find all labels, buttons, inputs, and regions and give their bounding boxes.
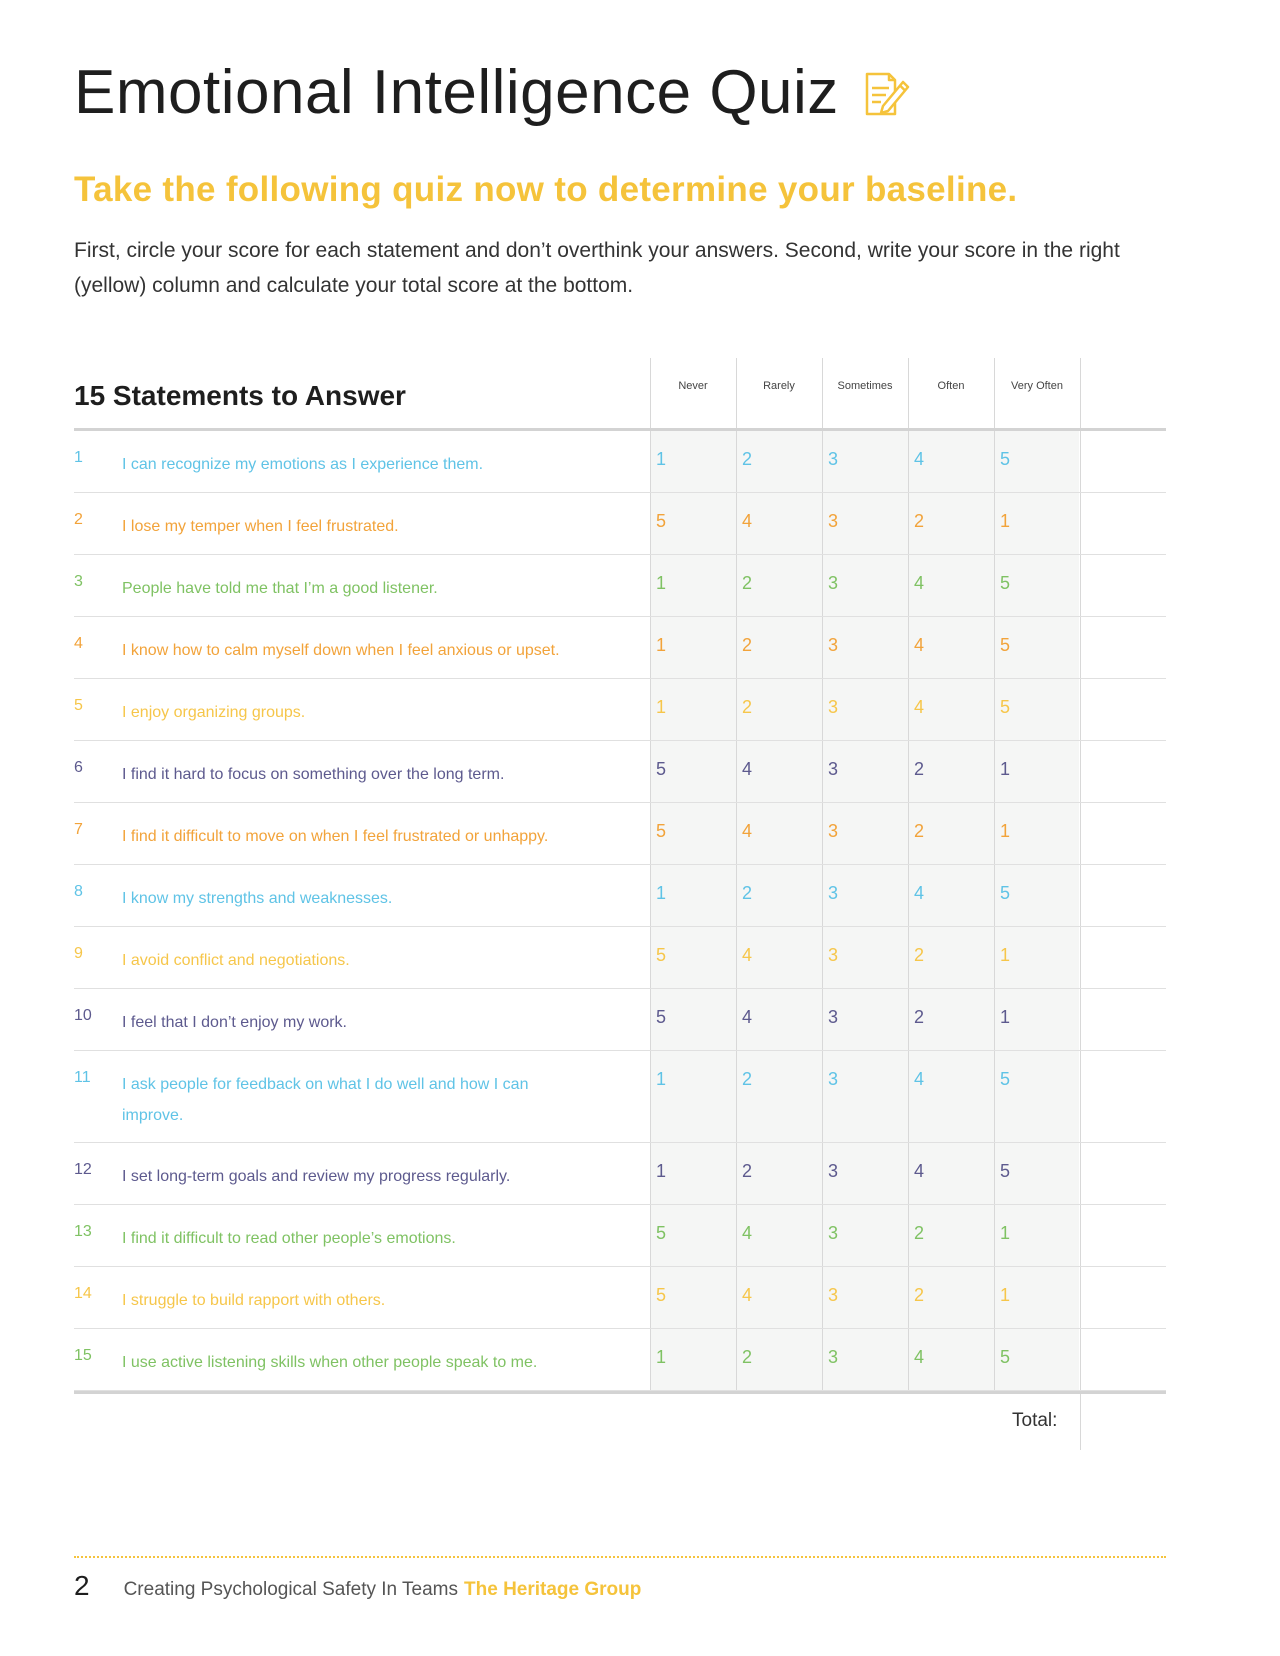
score-option[interactable]: 2 [741, 635, 752, 655]
score-option[interactable]: 5 [999, 1069, 1010, 1089]
score-option[interactable]: 5 [999, 1347, 1010, 1367]
footer-rule [74, 1391, 1166, 1394]
score-option[interactable]: 5 [655, 1007, 666, 1027]
score-option[interactable]: 1 [655, 573, 666, 593]
column-never: Never [678, 380, 708, 392]
score-option[interactable]: 5 [999, 635, 1010, 655]
score-option[interactable]: 5 [655, 945, 666, 965]
intro-paragraph: First, circle your score for each statement and don’t overthink your answers. Second, write your score in the right (yellow) column and calculate your total score at the bottom. [74, 239, 1120, 297]
score-option[interactable]: 5 [999, 1161, 1010, 1181]
page-subtitle: Take the following quiz now to determine your baseline. [74, 170, 1018, 209]
score-option[interactable]: 5 [999, 573, 1010, 593]
total-label: Total: [1012, 1410, 1058, 1431]
score-option[interactable]: 1 [655, 635, 666, 655]
statement-number: 13 [74, 1223, 92, 1240]
score-option[interactable]: 2 [741, 1069, 752, 1089]
score-option[interactable]: 5 [999, 883, 1010, 903]
statement-text: I find it difficult to move on when I feel frustrated or unhappy. [122, 828, 549, 845]
table-row [74, 1267, 1166, 1329]
score-option[interactable]: 4 [741, 1223, 752, 1243]
statement-text: People have told me that I’m a good listener. [122, 580, 438, 597]
statement-number: 6 [74, 759, 83, 776]
score-option[interactable]: 2 [741, 697, 752, 717]
score-option[interactable]: 3 [827, 883, 838, 903]
score-option[interactable]: 1 [655, 1069, 666, 1089]
score-option[interactable]: 3 [827, 759, 838, 779]
score-option[interactable]: 5 [655, 821, 666, 841]
score-option[interactable]: 3 [827, 1347, 838, 1367]
statement-text: I find it difficult to read other people’s emotions. [122, 1230, 456, 1247]
footer-brand: The Heritage Group [464, 1579, 642, 1600]
score-option[interactable]: 1 [999, 821, 1010, 841]
score-option[interactable]: 3 [827, 821, 838, 841]
score-option[interactable]: 4 [741, 945, 752, 965]
footer-divider [74, 1556, 1166, 1558]
column-rarely: Rarely [763, 380, 795, 392]
column-sometimes: Sometimes [837, 380, 893, 392]
score-option[interactable]: 2 [913, 759, 924, 779]
statement-number: 15 [74, 1347, 92, 1364]
score-option[interactable]: 5 [655, 1223, 666, 1243]
score-option[interactable]: 2 [741, 1347, 752, 1367]
score-option[interactable]: 4 [913, 1161, 924, 1181]
table-row [74, 1143, 1166, 1205]
score-option[interactable]: 4 [741, 1285, 752, 1305]
score-option[interactable]: 1 [999, 1223, 1010, 1243]
score-option[interactable]: 5 [655, 511, 666, 531]
score-option[interactable]: 2 [741, 883, 752, 903]
score-option[interactable]: 3 [827, 697, 838, 717]
score-option[interactable]: 4 [913, 1347, 924, 1367]
statement-text: I set long-term goals and review my progress regularly. [122, 1168, 511, 1185]
score-option[interactable]: 5 [655, 1285, 666, 1305]
statement-number: 4 [74, 635, 83, 652]
statement-number: 12 [74, 1161, 92, 1178]
notepad-pencil-icon [859, 66, 913, 120]
score-option[interactable]: 3 [827, 1007, 838, 1027]
statement-number: 10 [74, 1007, 92, 1024]
statement-text: I can recognize my emotions as I experience them. [122, 456, 484, 473]
score-option[interactable]: 4 [913, 573, 924, 593]
score-option[interactable]: 3 [827, 635, 838, 655]
table-header [74, 358, 1166, 428]
table-row [74, 803, 1166, 865]
statement-number: 5 [74, 697, 83, 714]
table-row [74, 555, 1166, 617]
table-row [74, 989, 1166, 1051]
score-option[interactable]: 2 [913, 1285, 924, 1305]
score-option[interactable]: 1 [999, 511, 1010, 531]
score-option[interactable]: 1 [655, 1347, 666, 1367]
table-row [74, 1329, 1166, 1391]
table-row [74, 679, 1166, 741]
column-very-often: Very Often [1011, 380, 1063, 392]
score-option[interactable]: 1 [999, 1285, 1010, 1305]
score-option[interactable]: 1 [655, 697, 666, 717]
score-option[interactable]: 5 [999, 449, 1010, 469]
score-option[interactable]: 4 [741, 821, 752, 841]
statement-text: I know how to calm myself down when I feel anxious or upset. [122, 642, 560, 659]
score-option[interactable]: 5 [999, 697, 1010, 717]
statement-text: I use active listening skills when other people speak to me. [122, 1354, 538, 1371]
score-option[interactable]: 3 [827, 449, 838, 469]
score-option[interactable]: 2 [913, 945, 924, 965]
statement-text: I feel that I don’t enjoy my work. [122, 1014, 347, 1031]
statement-text: I know my strengths and weaknesses. [122, 890, 393, 907]
table-row [74, 741, 1166, 803]
score-option[interactable]: 2 [913, 821, 924, 841]
score-option[interactable]: 1 [655, 883, 666, 903]
score-option[interactable]: 1 [999, 945, 1010, 965]
statement-text: I struggle to build rapport with others. [122, 1292, 386, 1309]
table-heading: 15 Statements to Answer [74, 380, 406, 411]
statement-number: 11 [74, 1069, 91, 1086]
table-row [74, 1051, 1166, 1143]
score-option[interactable]: 3 [827, 1161, 838, 1181]
score-option[interactable]: 4 [741, 511, 752, 531]
score-option[interactable]: 5 [655, 759, 666, 779]
score-option[interactable]: 2 [913, 511, 924, 531]
title-row [74, 58, 913, 127]
statement-text: I lose my temper when I feel frustrated. [122, 518, 399, 535]
score-option[interactable]: 2 [913, 1223, 924, 1243]
statement-number: 2 [74, 511, 83, 528]
score-option[interactable]: 2 [741, 1161, 752, 1181]
score-option[interactable]: 4 [913, 697, 924, 717]
statement-number: 9 [74, 945, 83, 962]
score-option[interactable]: 2 [741, 449, 752, 469]
table-row [74, 927, 1166, 989]
statement-number: 1 [74, 449, 83, 466]
statement-text: I ask people for feedback on what I do well and how I can improve. [122, 1076, 529, 1124]
score-option[interactable]: 4 [741, 1007, 752, 1027]
score-option[interactable]: 4 [913, 635, 924, 655]
score-option[interactable]: 3 [827, 573, 838, 593]
statement-number: 7 [74, 821, 83, 838]
score-option[interactable]: 4 [913, 883, 924, 903]
statement-text: I avoid conflict and negotiations. [122, 952, 350, 969]
statement-text: I find it hard to focus on something over the long term. [122, 766, 505, 783]
column-often: Often [937, 380, 965, 392]
table-row [74, 1205, 1166, 1267]
statement-text: I enjoy organizing groups. [122, 704, 306, 721]
score-option[interactable]: 3 [827, 511, 838, 531]
score-option[interactable]: 3 [827, 1285, 838, 1305]
page-footer [74, 1570, 641, 1602]
score-option[interactable]: 3 [827, 1069, 838, 1089]
footer-doc-title: Creating Psychological Safety In Teams [123, 1579, 459, 1600]
score-option[interactable]: 1 [999, 1007, 1010, 1027]
table-row [74, 431, 1166, 493]
score-option[interactable]: 4 [913, 1069, 924, 1089]
score-option[interactable]: 3 [827, 945, 838, 965]
score-option[interactable]: 1 [999, 759, 1010, 779]
table-row [74, 617, 1166, 679]
statement-rows [74, 431, 1166, 1391]
table-row [74, 865, 1166, 927]
table-row [74, 493, 1166, 555]
score-option[interactable]: 1 [655, 1161, 666, 1181]
page-title: Emotional Intelligence Quiz [74, 58, 839, 127]
statement-number: 3 [74, 573, 83, 590]
score-option[interactable]: 2 [913, 1007, 924, 1027]
score-option[interactable]: 4 [741, 759, 752, 779]
page-number: 2 [74, 1570, 90, 1601]
statement-number: 8 [74, 883, 83, 900]
statement-number: 14 [74, 1285, 92, 1302]
score-option[interactable]: 4 [913, 449, 924, 469]
score-option[interactable]: 1 [655, 449, 666, 469]
score-option[interactable]: 2 [741, 573, 752, 593]
score-option[interactable]: 3 [827, 1223, 838, 1243]
